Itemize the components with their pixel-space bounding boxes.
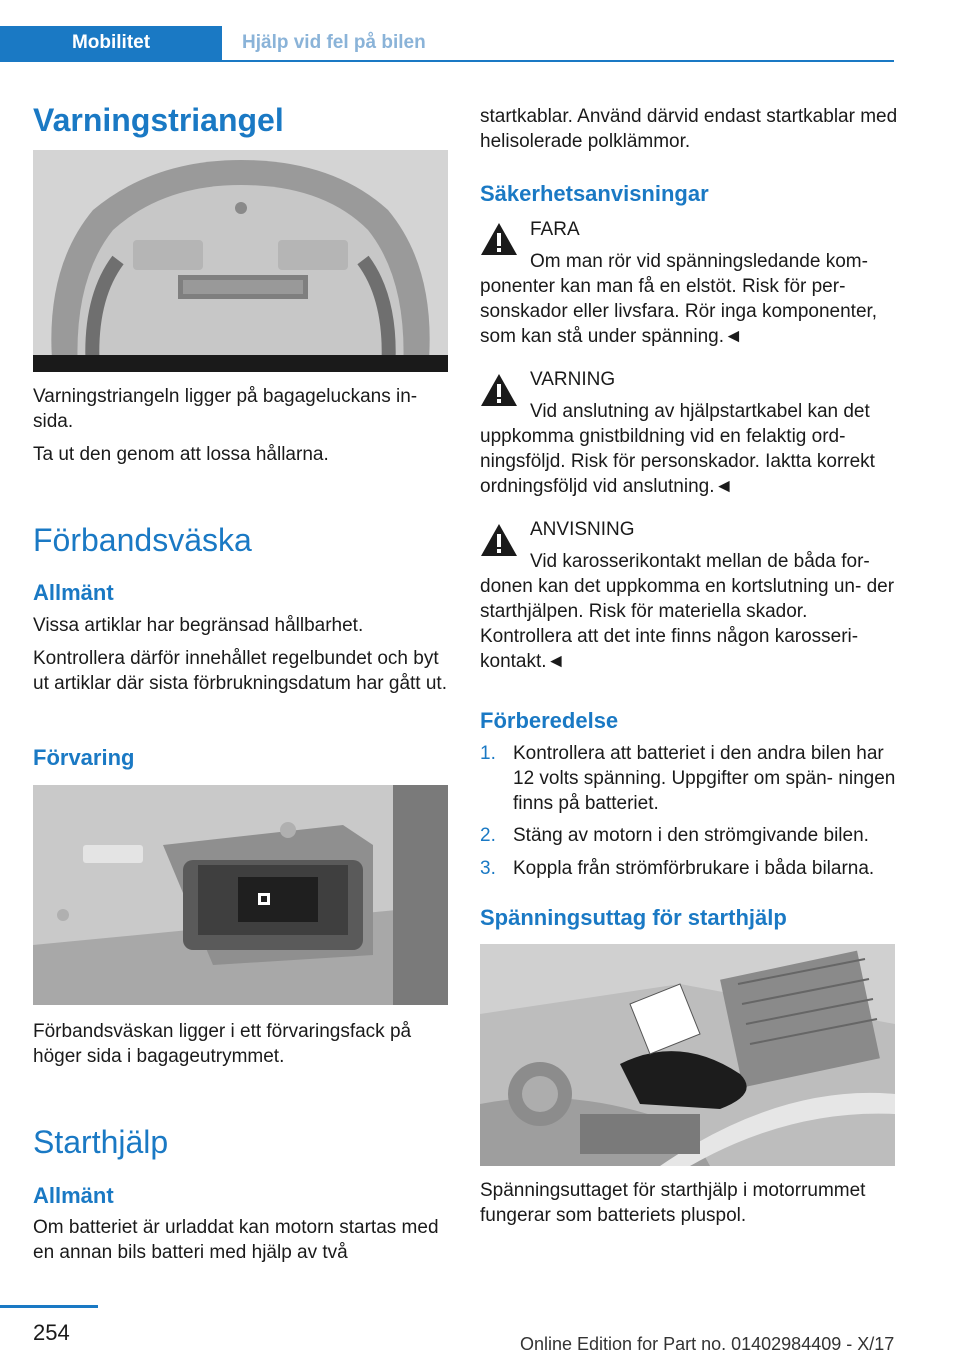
trunk-lid-illustration (33, 150, 448, 372)
paragraph-triangel-2: Ta ut den genom att lossa hållarna. (33, 444, 329, 465)
warning-3-text-first: Vid karosserikontakt mellan de båda for‐ (530, 551, 870, 572)
warning-triangle-icon (480, 523, 518, 557)
paragraph-allmant-1b: Kontrollera därför innehållet regelbundet och byt ut artiklar där sista förbrukningsdatum har gått ut. (33, 648, 447, 694)
heading-varningstriangel: Varningstriangel (33, 102, 284, 138)
engine-bay-illustration (480, 944, 895, 1166)
footer-divider (0, 1305, 98, 1308)
heading-forberedelse: Förberedelse (480, 708, 619, 733)
warning-1-title: FARA (530, 219, 580, 240)
warning-triangle-icon (480, 373, 518, 407)
warning-1-text-first: Om man rör vid spänningsledande kom‐ (530, 251, 868, 272)
figure-trunk-compartment (33, 785, 448, 1005)
paragraph-allmant-1a: Vissa artiklar har begränsad hållbarhet. (33, 615, 364, 636)
header-divider (0, 60, 894, 62)
step-2-number: 2. (480, 825, 496, 846)
warning-2-title: VARNING (530, 369, 616, 390)
heading-spanningsuttag: Spänningsuttag för starthjälp (480, 905, 787, 930)
paragraph-allmant-2: Om batteriet är urladdat kan motorn startas med en annan bils batteri med hjälp av två (33, 1217, 439, 1263)
page-number: 254 (33, 1320, 70, 1345)
warning-2-text-rest: uppkomma gnistbildning vid en felaktig ord‐ ningsföljd. Risk för personskador. Iaktta korrekt ordningsföljd vid anslutning.◄ (480, 426, 875, 497)
step-3-number: 3. (480, 858, 496, 879)
figure-trunk-lid (33, 150, 448, 372)
tab-hjalp-vid-fel[interactable]: Hjälp vid fel på bilen (222, 26, 894, 60)
heading-starthjalp: Starthjälp (33, 1124, 169, 1160)
heading-allmant-1: Allmänt (33, 580, 114, 605)
warning-triangle-icon (480, 222, 518, 256)
step-2-text: Stäng av motorn i den strömgivande bilen. (513, 825, 869, 846)
paragraph-forvaring: Förbandsväskan ligger i ett förvaringsfack på höger sida i bagageutrymmet. (33, 1021, 412, 1067)
footer-edition: Online Edition for Part no. 01402984409 - X/17 (520, 1334, 895, 1354)
warning-3-text-rest: donen kan det uppkomma en kortslutning un‐ der starthjälpen. Risk för materiella skador. Kontrollera att det inte finns någon karosseri‐ kontakt.◄ (480, 576, 895, 672)
step-1-number: 1. (480, 743, 496, 764)
heading-forbandsvaska: Förbandsväska (33, 522, 252, 558)
warning-3-title: ANVISNING (530, 519, 635, 540)
trunk-compartment-illustration (33, 785, 448, 1005)
warning-1-text-rest: ponenter kan man få en elstöt. Risk för per‐ sonskador eller livsfara. Rör inga komponenter, som kan stå under spänning.◄ (480, 276, 878, 347)
heading-sakerhet: Säkerhetsanvisningar (480, 181, 709, 206)
heading-allmant-2: Allmänt (33, 1183, 114, 1208)
figure-jump-start-terminal (480, 944, 895, 1166)
tab-mobilitet[interactable]: Mobilitet (0, 26, 222, 60)
heading-forvaring: Förvaring (33, 745, 135, 770)
paragraph-startkablar: startkablar. Använd därvid endast startkablar med helisolerade polklämmor. (480, 106, 898, 152)
step-3-text: Koppla från strömförbrukare i båda bilarna. (513, 858, 875, 879)
step-1-text: Kontrollera att batteriet i den andra bilen har 12 volts spänning. Uppgifter om spän‐ ningen finns på batteriet. (513, 743, 896, 814)
paragraph-triangel-1: Varningstriangeln ligger på bagageluckans in‐ sida. (33, 386, 418, 432)
warning-2-text-first: Vid anslutning av hjälpstartkabel kan det (530, 401, 870, 422)
paragraph-spanningsuttag: Spänningsuttaget för starthjälp i motorrummet fungerar som batteriets pluspol. (480, 1180, 866, 1226)
